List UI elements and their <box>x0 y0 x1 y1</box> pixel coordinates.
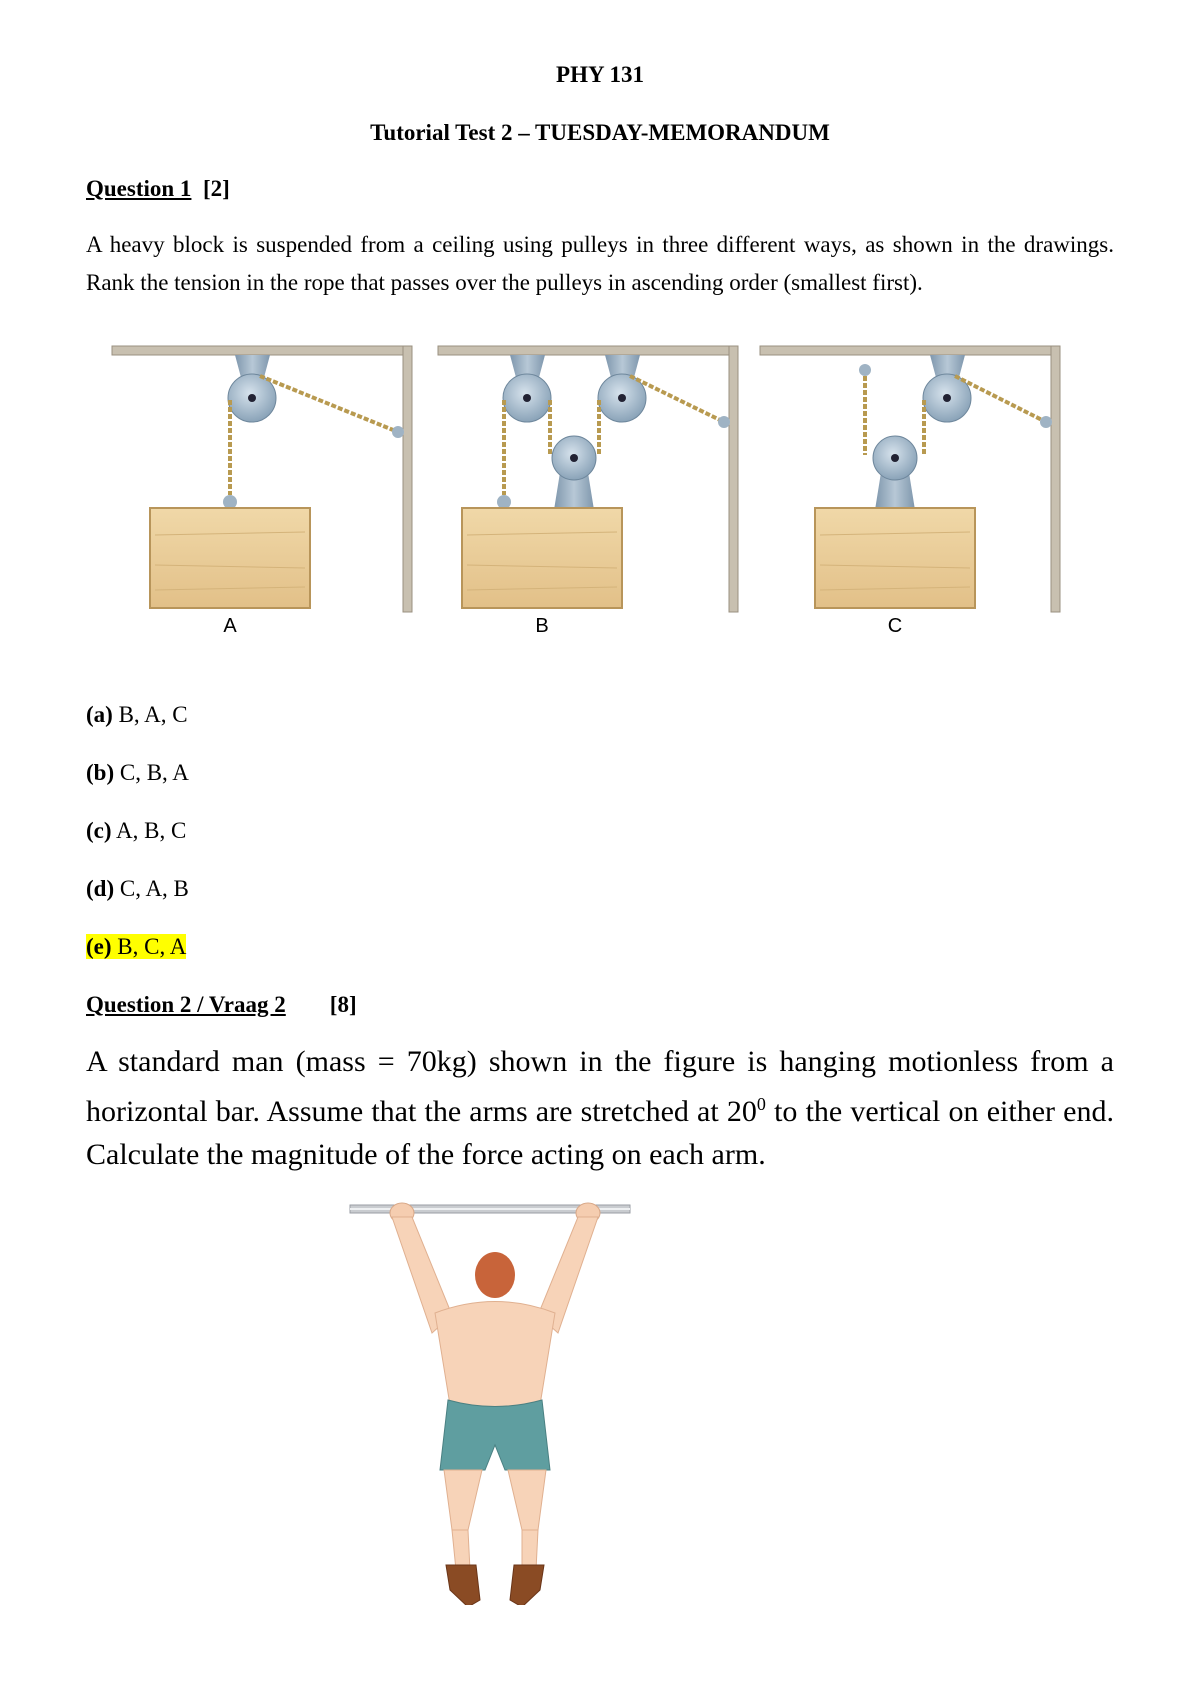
option-b-text: C, B, A <box>114 760 189 785</box>
option-d-text: C, A, B <box>114 876 189 901</box>
option-d <box>86 876 189 902</box>
question1-heading-row <box>86 176 230 202</box>
pulley-figure <box>100 340 1100 640</box>
question1-heading: Question 1 <box>86 176 192 201</box>
option-c-letter: (c) <box>86 818 112 843</box>
question2-marks: [8] <box>329 992 357 1017</box>
question1-text: A heavy block is suspended from a ceiling using pulleys in three different ways, as shown in the drawings. Rank the tension in the rope that passes over the pulleys in ascending order (smallest first). <box>86 232 1114 295</box>
answer-highlight <box>86 934 186 959</box>
option-a <box>86 702 188 728</box>
option-c <box>86 818 186 844</box>
question2-heading: Question 2 / Vraag 2 <box>86 992 286 1017</box>
option-e-text: B, C, A <box>111 934 187 959</box>
option-e-letter: (e) <box>86 934 112 959</box>
course-code: PHY 131 <box>556 62 644 87</box>
option-b <box>86 760 189 786</box>
figure-label-c: C <box>887 615 903 637</box>
option-a-letter: (a) <box>86 702 113 727</box>
figure-label-b: B <box>535 615 549 637</box>
question2-text-before: A standard man (mass = 70kg) shown in the figure is hanging motionless from a horizontal bar. Assume that the arms are stretched at 20 <box>86 1045 1114 1128</box>
option-d-letter: (d) <box>86 876 115 901</box>
question1-marks: [2] <box>202 176 230 201</box>
option-e-correct <box>86 934 186 960</box>
figure-label-a: A <box>223 615 237 637</box>
degree-superscript: 0 <box>756 1094 766 1114</box>
option-a-text: B, A, C <box>112 702 188 727</box>
option-b-letter: (b) <box>86 760 115 785</box>
diagram-b <box>438 346 738 612</box>
diagram-a <box>112 346 412 612</box>
option-c-text: A, B, C <box>111 818 187 843</box>
question2-text <box>86 1040 1114 1176</box>
test-title: Tutorial Test 2 – TUESDAY-MEMORANDUM <box>370 120 830 145</box>
question2-heading-row <box>86 992 357 1018</box>
hanging-man-figure <box>340 1195 640 1605</box>
diagram-c <box>760 346 1060 612</box>
question2-text-after: to the vertical on either end. Calculate the magnitude of the force acting on each arm. <box>86 1095 1114 1171</box>
